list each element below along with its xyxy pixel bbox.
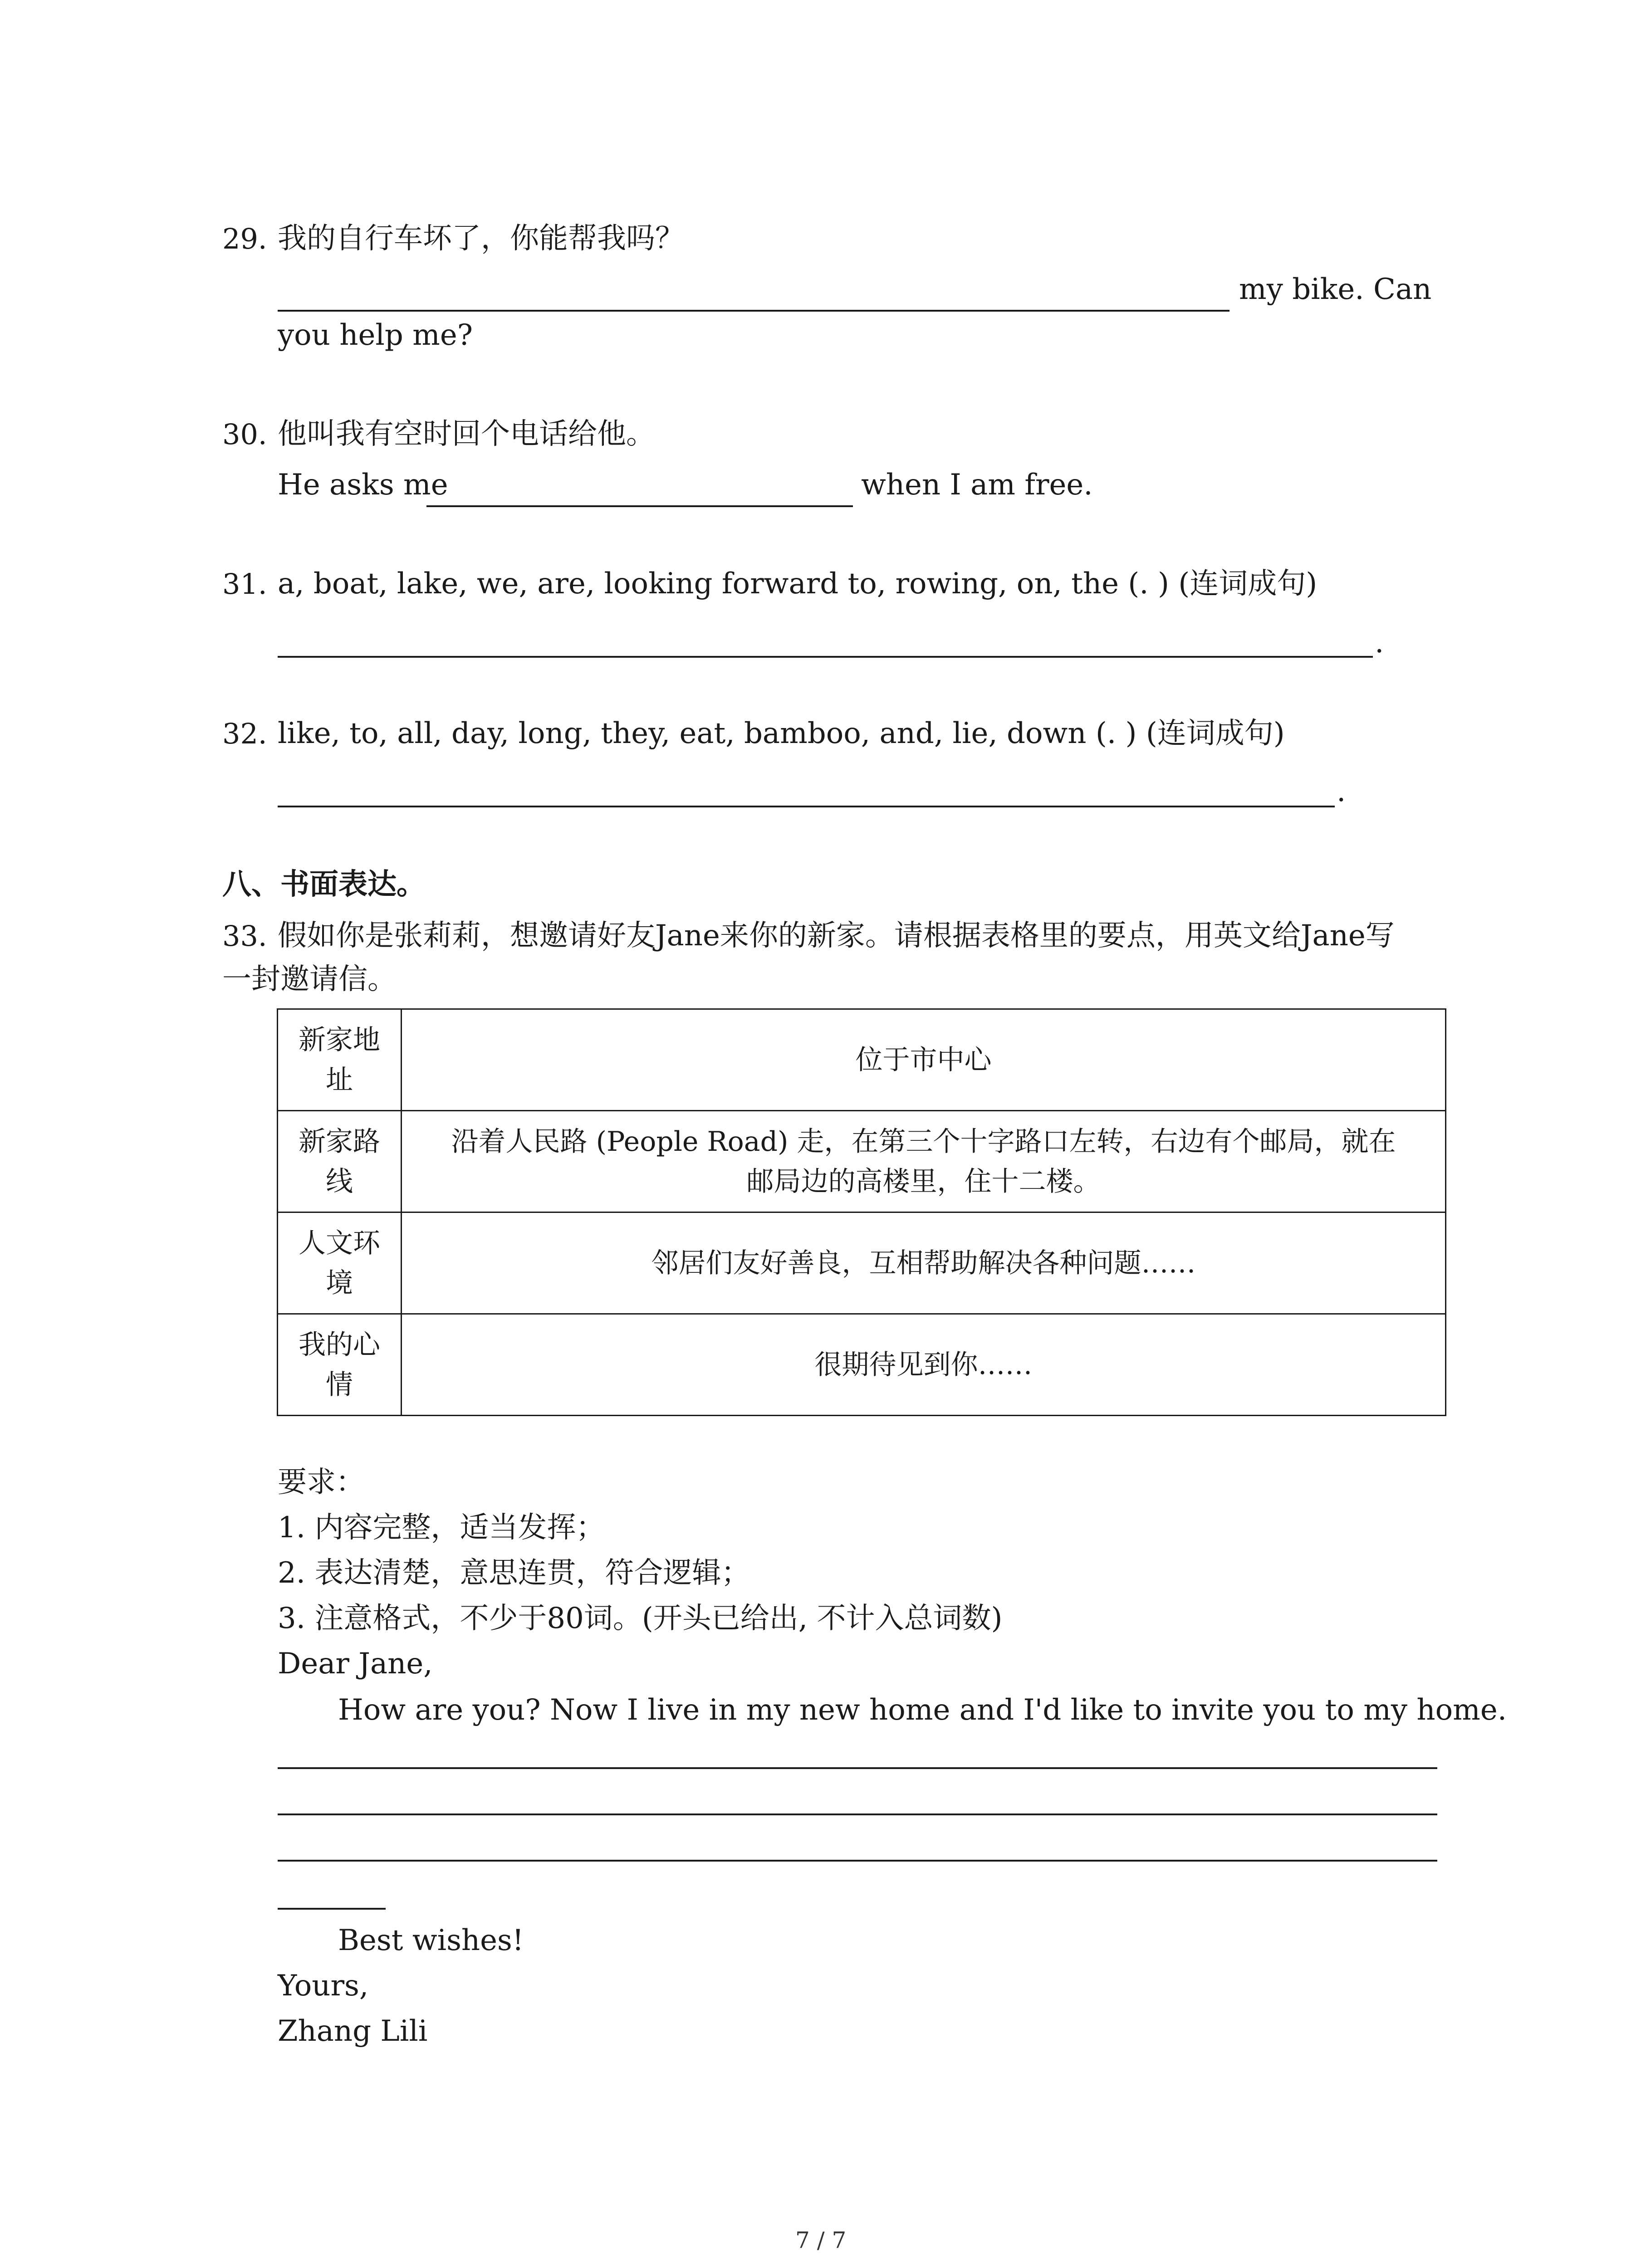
table-content-text: 邮局边的高楼里，住十二楼。	[746, 1165, 1101, 1198]
requirement-item: 3. 注意格式，不少于80词。(开头已给出, 不计入总词数)	[278, 1602, 1003, 1635]
table-row	[278, 1009, 1446, 1111]
table-row	[278, 1111, 1446, 1212]
table-label-text: 我的心	[299, 1329, 380, 1361]
writing-line[interactable]	[278, 1767, 1437, 1769]
table-label-text: 人文环	[299, 1227, 380, 1259]
section-heading: 八、书面表达。	[222, 867, 426, 901]
letter-name: Zhang Lili	[278, 2014, 428, 2048]
q33-prompt-line2: 一封邀请信。	[222, 963, 397, 996]
writing-line-short[interactable]	[278, 1908, 386, 1910]
table-content-text: 沿着人民路 (People Road) 走，在第三个十字路口左转，右边有个邮局，就在	[451, 1125, 1396, 1158]
q29-tail-b: you help me?	[278, 318, 473, 352]
q30-answer-line[interactable]	[426, 505, 853, 507]
q30-tail: when I am free.	[861, 468, 1093, 502]
q31-number: 31.	[222, 567, 267, 601]
requirement-item: 2. 表达清楚，意思连贯，符合逻辑；	[278, 1556, 750, 1590]
q30-prompt: 他叫我有空时回个电话给他。	[278, 417, 655, 451]
table-content-text: 邻居们友好善良，互相帮助解决各种问题……	[651, 1247, 1196, 1279]
table-row	[278, 1314, 1446, 1416]
q31-answer-line[interactable]	[278, 656, 1373, 658]
table-label-text: 情	[326, 1369, 353, 1401]
q33-prompt-line1: 假如你是张莉莉，想邀请好友Jane来你的新家。请根据表格里的要点，用英文给Jane写	[278, 919, 1395, 953]
table-label-text: 新家地	[299, 1024, 380, 1056]
q31-prompt: a, boat, lake, we, are, looking forward to, rowing, on, the (. ) (连词成句)	[278, 567, 1318, 601]
q29-answer-line[interactable]	[278, 310, 1230, 312]
table-content-cell	[402, 1111, 1446, 1212]
requirements-title: 要求：	[278, 1466, 365, 1499]
table-content-text: 位于市中心	[855, 1044, 992, 1076]
writing-line[interactable]	[278, 1860, 1437, 1862]
q32-end: .	[1337, 775, 1346, 808]
q29-prompt: 我的自行车坏了，你能帮我吗？	[278, 222, 684, 255]
table-content-cell	[402, 1314, 1446, 1416]
q31-end: .	[1375, 626, 1384, 660]
table-label-text: 新家路	[299, 1125, 380, 1158]
key-points-table	[277, 1008, 1446, 1416]
table-label-cell	[278, 1212, 402, 1314]
writing-line[interactable]	[278, 1813, 1437, 1815]
letter-signoff: Yours,	[278, 1969, 369, 2003]
letter-opening: How are you? Now I live in my new home and I'd like to invite you to my home.	[338, 1693, 1507, 1727]
q32-prompt: like, to, all, day, long, they, eat, bamboo, and, lie, down (. ) (连词成句)	[278, 717, 1285, 750]
page-number: 7 / 7	[795, 2227, 847, 2253]
q30-lead: He asks me	[278, 468, 448, 502]
table-content-text: 很期待见到你……	[814, 1349, 1033, 1381]
q30-number: 30.	[222, 418, 267, 451]
q33-number: 33.	[222, 919, 267, 953]
table-label-cell	[278, 1314, 402, 1416]
q32-number: 32.	[222, 717, 267, 750]
table-row	[278, 1212, 1446, 1314]
requirement-item: 1. 内容完整，适当发挥；	[278, 1511, 605, 1545]
table-label-text: 线	[326, 1165, 353, 1198]
table-label-cell	[278, 1009, 402, 1111]
table-label-cell	[278, 1111, 402, 1212]
q29-tail-a: my bike. Can	[1239, 273, 1432, 306]
table-content-cell	[402, 1009, 1446, 1111]
table-label-text: 境	[326, 1267, 353, 1299]
q29-number: 29.	[222, 222, 267, 255]
table-content-cell	[402, 1212, 1446, 1314]
q32-answer-line[interactable]	[278, 806, 1335, 807]
letter-greeting: Dear Jane,	[278, 1647, 433, 1681]
letter-closing: Best wishes!	[338, 1924, 524, 1957]
table-label-text: 址	[326, 1064, 353, 1096]
